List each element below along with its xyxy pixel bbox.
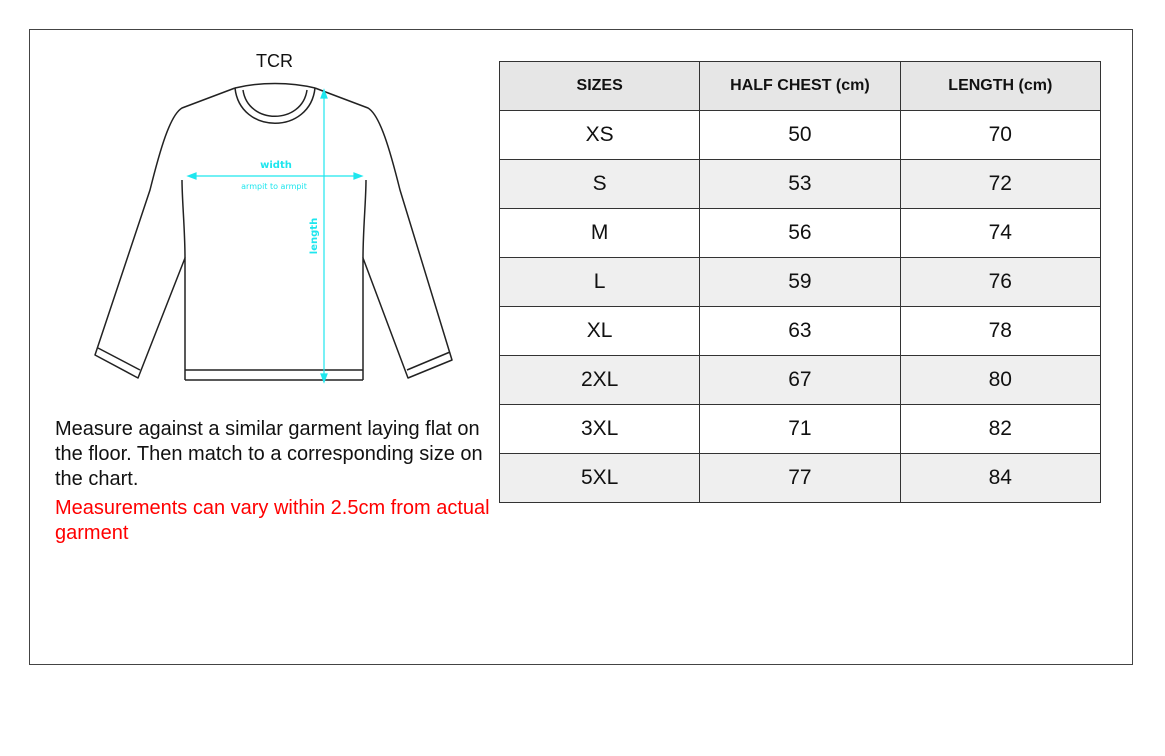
table-row xyxy=(500,258,1101,307)
size-cell: M xyxy=(500,209,700,258)
length-cell: 70 xyxy=(900,111,1100,160)
half-chest-cell: 71 xyxy=(700,405,900,454)
header-sizes: SIZES xyxy=(500,62,700,111)
table-row xyxy=(500,307,1101,356)
half-chest-cell: 53 xyxy=(700,160,900,209)
table-header-row xyxy=(500,62,1101,111)
size-cell: 3XL xyxy=(500,405,700,454)
length-cell: 80 xyxy=(900,356,1100,405)
width-sublabel: armpit to armpit xyxy=(241,182,307,191)
header-half-chest: HALF CHEST (cm) xyxy=(700,62,900,111)
half-chest-cell: 63 xyxy=(700,307,900,356)
brand-label: TCR xyxy=(256,51,293,71)
half-chest-cell: 50 xyxy=(700,111,900,160)
length-cell: 84 xyxy=(900,454,1100,503)
size-cell: S xyxy=(500,160,700,209)
width-label: width xyxy=(260,160,292,171)
header-length: LENGTH (cm) xyxy=(900,62,1100,111)
length-cell: 72 xyxy=(900,160,1100,209)
right-sleeve xyxy=(315,88,452,380)
measurement-warning: Measurements can vary within 2.5cm from actual garment xyxy=(55,497,490,544)
size-cell: L xyxy=(500,258,700,307)
collar xyxy=(235,88,315,123)
table-row xyxy=(500,454,1101,503)
length-cell: 78 xyxy=(900,307,1100,356)
half-chest-cell: 77 xyxy=(700,454,900,503)
size-cell: 5XL xyxy=(500,454,700,503)
table-row xyxy=(500,209,1101,258)
length-cell: 82 xyxy=(900,405,1100,454)
table-row xyxy=(500,405,1101,454)
size-table xyxy=(499,61,1101,503)
left-sleeve xyxy=(95,88,235,380)
table-row xyxy=(500,356,1101,405)
length-cell: 76 xyxy=(900,258,1100,307)
table-row xyxy=(500,111,1101,160)
sweatshirt-diagram xyxy=(90,80,460,390)
half-chest-cell: 67 xyxy=(700,356,900,405)
size-cell: 2XL xyxy=(500,356,700,405)
size-cell: XL xyxy=(500,307,700,356)
length-cell: 74 xyxy=(900,209,1100,258)
measure-instructions: Measure against a similar garment laying flat on the floor. Then match to a corresponding size on the chart. xyxy=(55,418,483,490)
length-label: length xyxy=(309,217,320,255)
half-chest-cell: 56 xyxy=(700,209,900,258)
size-cell: XS xyxy=(500,111,700,160)
table-row xyxy=(500,160,1101,209)
half-chest-cell: 59 xyxy=(700,258,900,307)
